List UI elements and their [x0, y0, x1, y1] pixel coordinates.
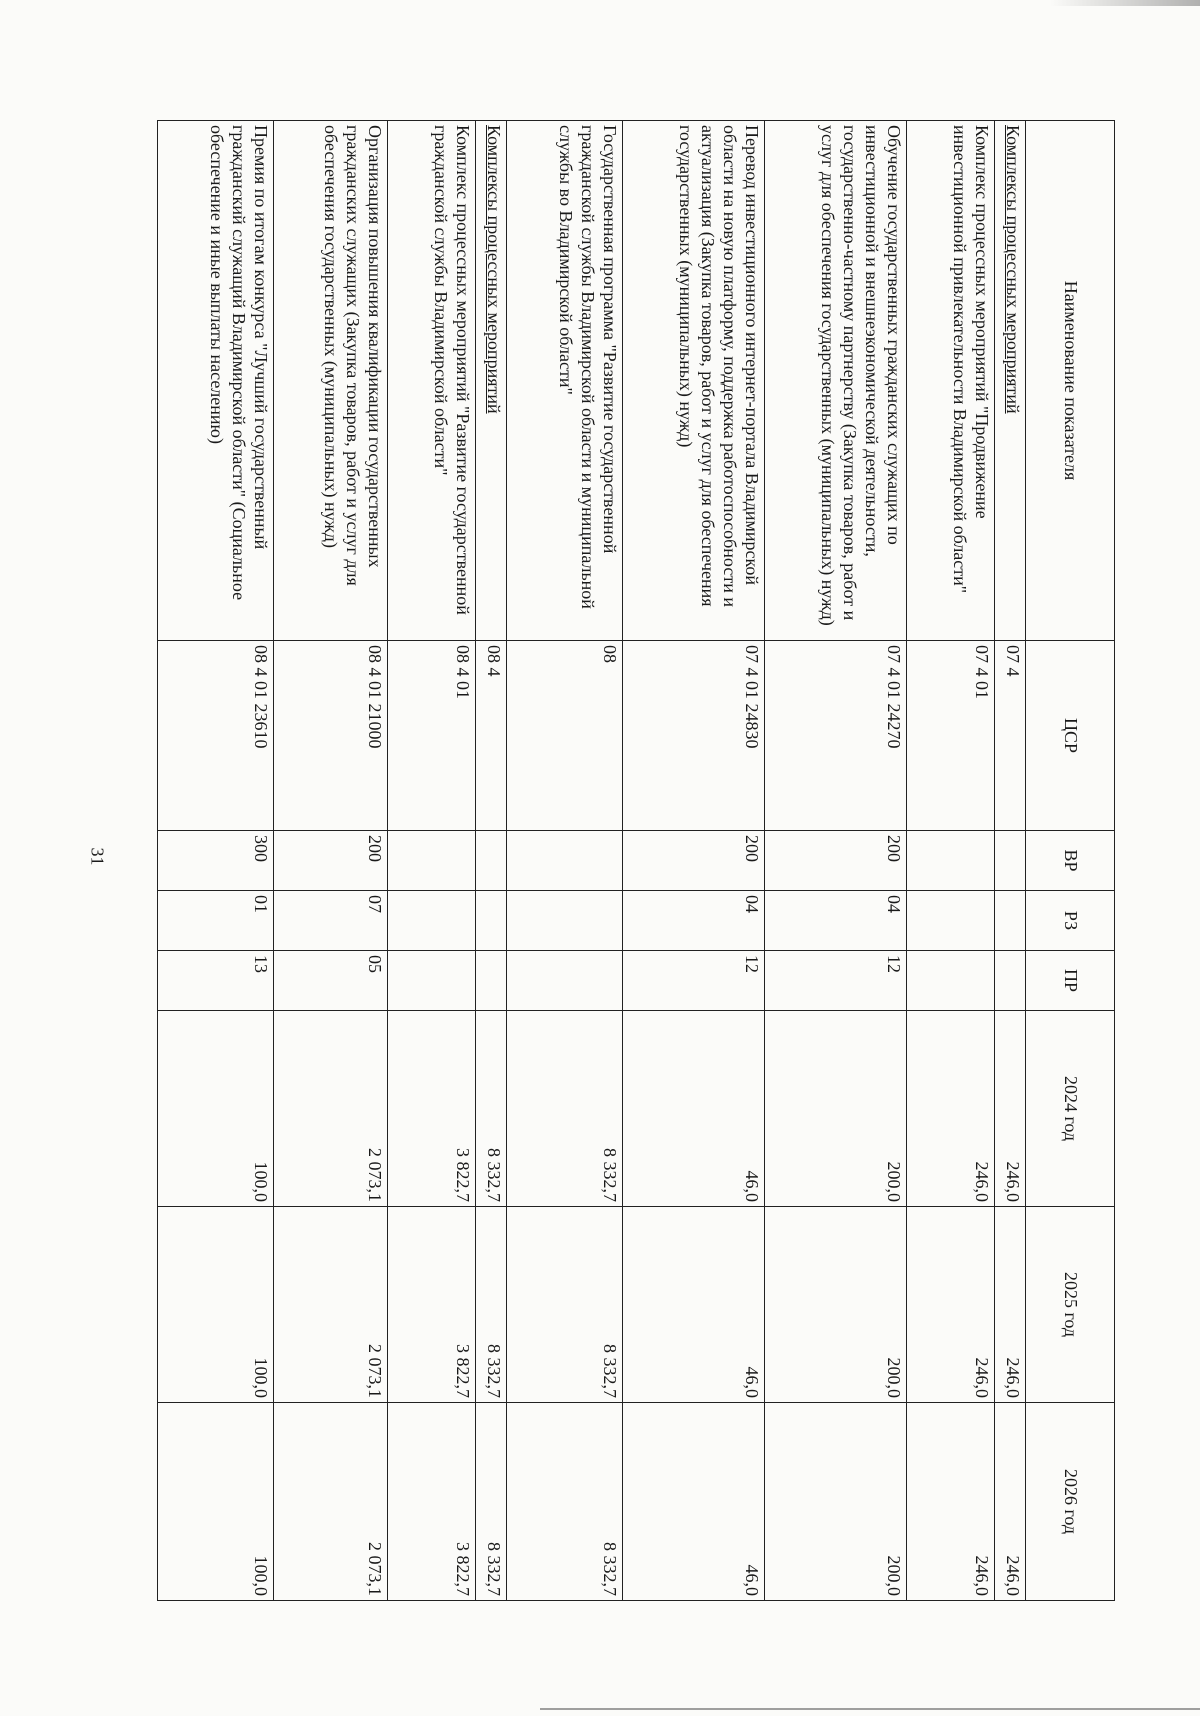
cell-2025: 100,0	[158, 1207, 274, 1403]
header-2024: 2024 год	[1026, 1011, 1115, 1207]
cell-2024: 2 073,1	[274, 1011, 388, 1207]
cell-rz	[506, 891, 622, 951]
cell-2024: 3 822,7	[387, 1011, 475, 1207]
cell-2026: 246,0	[906, 1403, 994, 1601]
cell-2025: 8 332,7	[506, 1207, 622, 1403]
cell-2025: 3 822,7	[387, 1207, 475, 1403]
header-pr: ПР	[1026, 951, 1115, 1011]
cell-2025: 246,0	[906, 1207, 994, 1403]
cell-2024: 200,0	[764, 1011, 906, 1207]
cell-pr: 05	[274, 951, 388, 1011]
cell-name: Комплексы процессных мероприятий	[475, 121, 506, 641]
cell-name: Государственная программа "Развитие государственной гражданской службы Владимирской области и муниципальной службы во Владимирской области"	[506, 121, 622, 641]
table-row	[274, 121, 388, 1601]
cell-name: Перевод инвестиционного интернет-портала Владимирской области на новую платформу, поддержка работоспособности и актуализация (Закупка товаров, работ и услуг для обеспечения государственных (муниципальных) нужд)	[622, 121, 764, 641]
header-2025: 2025 год	[1026, 1207, 1115, 1403]
table-row	[906, 121, 994, 1601]
cell-vr	[506, 831, 622, 891]
cell-vr: 200	[274, 831, 388, 891]
table-row	[387, 121, 475, 1601]
cell-pr	[506, 951, 622, 1011]
cell-2024: 8 332,7	[506, 1011, 622, 1207]
cell-2026: 8 332,7	[475, 1403, 506, 1601]
budget-table	[157, 120, 1115, 1601]
budget-table-container	[157, 120, 1115, 1600]
header-vr: ВР	[1026, 831, 1115, 891]
cell-csr: 07 4 01 24270	[764, 641, 906, 831]
cell-name: Комплексы процессных мероприятий	[994, 121, 1025, 641]
table-row	[158, 121, 274, 1601]
cell-rz	[994, 891, 1025, 951]
cell-csr: 08	[506, 641, 622, 831]
cell-2026: 246,0	[994, 1403, 1025, 1601]
cell-2024: 46,0	[622, 1011, 764, 1207]
cell-2025: 8 332,7	[475, 1207, 506, 1403]
cell-rz	[475, 891, 506, 951]
cell-vr: 300	[158, 831, 274, 891]
cell-csr: 07 4 01 24830	[622, 641, 764, 831]
header-csr: ЦСР	[1026, 641, 1115, 831]
cell-vr: 200	[764, 831, 906, 891]
cell-2024: 100,0	[158, 1011, 274, 1207]
cell-pr	[994, 951, 1025, 1011]
cell-csr: 08 4	[475, 641, 506, 831]
cell-pr: 12	[622, 951, 764, 1011]
cell-2026: 3 822,7	[387, 1403, 475, 1601]
table-header-row	[1026, 121, 1115, 1601]
cell-name: Организация повышения квалификации государственных гражданских служащих (Закупка товаров, работ и услуг для обеспечения государственных (муниципальных) нужд)	[274, 121, 388, 641]
table-row	[506, 121, 622, 1601]
table-row	[475, 121, 506, 1601]
scan-artifact	[1050, 0, 1200, 6]
cell-2025: 246,0	[994, 1207, 1025, 1403]
cell-csr: 07 4 01	[906, 641, 994, 831]
cell-pr: 12	[764, 951, 906, 1011]
cell-rz: 01	[158, 891, 274, 951]
cell-pr	[387, 951, 475, 1011]
cell-2024: 246,0	[994, 1011, 1025, 1207]
cell-2025: 200,0	[764, 1207, 906, 1403]
cell-2026: 8 332,7	[506, 1403, 622, 1601]
page-number: 31	[87, 847, 108, 866]
cell-pr	[906, 951, 994, 1011]
cell-2025: 2 073,1	[274, 1207, 388, 1403]
cell-name: Комплекс процессных мероприятий "Продвижение инвестиционной привлекательности Владимирской области"	[906, 121, 994, 641]
cell-rz: 07	[274, 891, 388, 951]
header-2026: 2026 год	[1026, 1403, 1115, 1601]
cell-csr: 08 4 01 21000	[274, 641, 388, 831]
cell-2026: 46,0	[622, 1403, 764, 1601]
header-name: Наименование показателя	[1026, 121, 1115, 641]
cell-name: Премия по итогам конкурса "Лучший государственный гражданский служащий Владимирской области" (Социальное обеспечение и иные выплаты населению)	[158, 121, 274, 641]
cell-vr: 200	[622, 831, 764, 891]
cell-csr: 08 4 01 23610	[158, 641, 274, 831]
cell-vr	[994, 831, 1025, 891]
cell-pr	[475, 951, 506, 1011]
cell-2026: 100,0	[158, 1403, 274, 1601]
cell-csr: 08 4 01	[387, 641, 475, 831]
scan-artifact-line	[540, 1708, 1200, 1710]
cell-2024: 8 332,7	[475, 1011, 506, 1207]
cell-csr: 07 4	[994, 641, 1025, 831]
cell-vr	[475, 831, 506, 891]
header-rz: РЗ	[1026, 891, 1115, 951]
cell-2026: 200,0	[764, 1403, 906, 1601]
cell-name: Комплекс процессных мероприятий "Развитие государственной гражданской службы Владимирской области"	[387, 121, 475, 641]
cell-pr: 13	[158, 951, 274, 1011]
cell-vr	[387, 831, 475, 891]
cell-name: Обучение государственных гражданских служащих по инвестиционной и внешнеэкономической деятельности, государственно-частному партнерству (Закупка товаров, работ и услуг для обеспечения государственных (муниципальных) нужд)	[764, 121, 906, 641]
cell-2024: 246,0	[906, 1011, 994, 1207]
table-row	[994, 121, 1025, 1601]
cell-2025: 46,0	[622, 1207, 764, 1403]
cell-vr	[906, 831, 994, 891]
table-row	[622, 121, 764, 1601]
cell-rz: 04	[764, 891, 906, 951]
cell-rz	[387, 891, 475, 951]
table-row	[764, 121, 906, 1601]
cell-rz: 04	[622, 891, 764, 951]
cell-2026: 2 073,1	[274, 1403, 388, 1601]
cell-rz	[906, 891, 994, 951]
